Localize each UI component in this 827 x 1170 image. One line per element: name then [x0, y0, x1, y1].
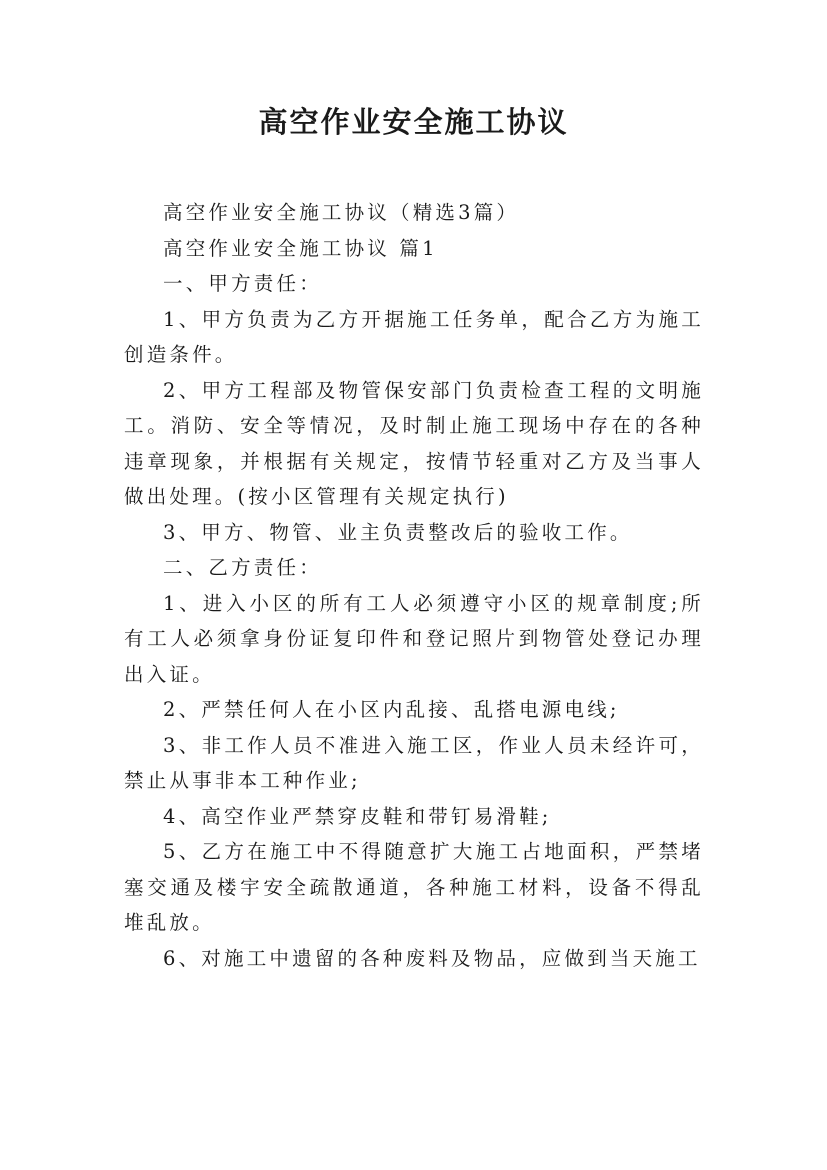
paragraph-party-b-heading: 二、乙方责任： [163, 556, 322, 579]
paragraph-party-b-item-4: 4、高空作业严禁穿皮鞋和带钉易滑鞋; [163, 804, 552, 828]
paragraph-party-b-item-6: 6、对施工中遗留的各种废料及物品，应做到当天施工 [163, 946, 701, 970]
paragraph-party-a-heading: 一、甲方责任： [163, 272, 322, 295]
paragraph-party-a-item-3: 3、甲方、物管、业主负责整改后的验收工作。 [163, 520, 633, 544]
paragraph-subtitle: 高空作业安全施工协议（精选3篇） [163, 201, 520, 224]
paragraph-party-b-item-1: 1、进入小区的所有工人必须遵守小区的规章制度;所有工人必须拿身份证复印件和登记照片到物管处登记办理出入证。 [124, 591, 704, 686]
paragraph-party-b-item-5: 5、乙方在施工中不得随意扩大施工占地面积，严禁堵塞交通及楼宇安全疏散通道，各种施工材料，设备不得乱堆乱放。 [124, 840, 704, 934]
paragraph-section-heading: 高空作业安全施工协议 篇1 [163, 236, 438, 260]
document-title: 高空作业安全施工协议 [258, 105, 569, 139]
paragraph-party-b-item-3: 3、非工作人员不准进入施工区，作业人员未经许可，禁止从事非本工种作业; [124, 733, 704, 792]
paragraph-party-a-item-2: 2、甲方工程部及物管保安部门负责检查工程的文明施工。消防、安全等情况，及时制止施工现场中存在的各种违章现象，并根据有关规定，按情节轻重对乙方及当事人做出处理。(按小区管理有关规定执行) [124, 378, 704, 508]
paragraph-party-a-item-1: 1、甲方负责为乙方开据施工任务单，配合乙方为施工创造条件。 [124, 307, 704, 366]
document-body [124, 195, 704, 976]
paragraph-party-b-item-2: 2、严禁任何人在小区内乱接、乱搭电源电线; [163, 698, 620, 721]
